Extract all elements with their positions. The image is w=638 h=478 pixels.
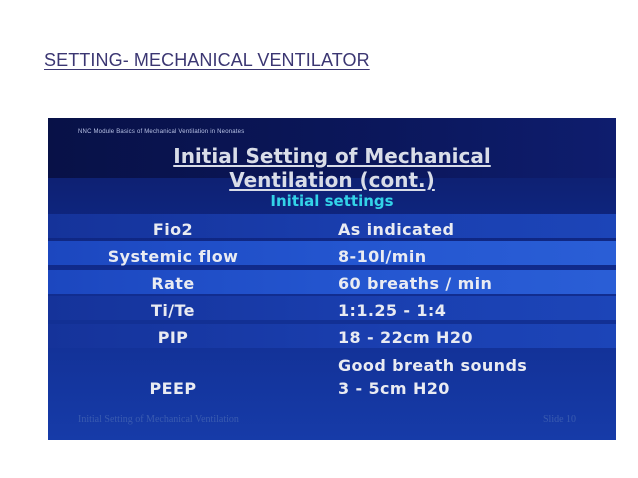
settings-row	[48, 377, 616, 401]
page-heading: SETTING- MECHANICAL VENTILATOR	[44, 50, 370, 70]
slide-subtitle: Initial settings	[270, 192, 394, 210]
setting-label: Systemic flow	[107, 247, 239, 266]
settings-row	[48, 299, 616, 323]
setting-value: 18 - 22cm H20	[338, 328, 473, 347]
settings-row	[48, 218, 616, 242]
slide-title-line2: Ventilation (cont.)	[229, 168, 435, 192]
slide-image	[48, 118, 616, 440]
settings-row	[48, 326, 616, 350]
setting-value: 60 breaths / min	[338, 274, 493, 293]
setting-label: Rate	[151, 274, 195, 293]
slide-title-line1: Initial Setting of Mechanical	[173, 144, 491, 168]
setting-value: 3 - 5cm H20	[338, 379, 450, 398]
setting-value: 1:1.25 - 1:4	[338, 301, 447, 320]
setting-value: 8-10l/min	[338, 247, 427, 266]
settings-row	[48, 245, 616, 269]
setting-label: Fio2	[152, 220, 194, 239]
slide-footer-title: Initial Setting of Mechanical Ventilation	[78, 414, 239, 425]
module-caption: NNC Module Basics of Mechanical Ventilation in Neonates	[78, 129, 245, 135]
slide-number: Slide 10	[543, 414, 577, 425]
slide-title	[48, 144, 616, 192]
setting-label: Ti/Te	[151, 301, 195, 320]
setting-value: Good breath sounds	[338, 356, 528, 375]
settings-row	[48, 354, 616, 378]
setting-label: PEEP	[149, 379, 197, 398]
setting-value: As indicated	[338, 220, 455, 239]
settings-row	[48, 272, 616, 296]
setting-label: PIP	[157, 328, 189, 347]
